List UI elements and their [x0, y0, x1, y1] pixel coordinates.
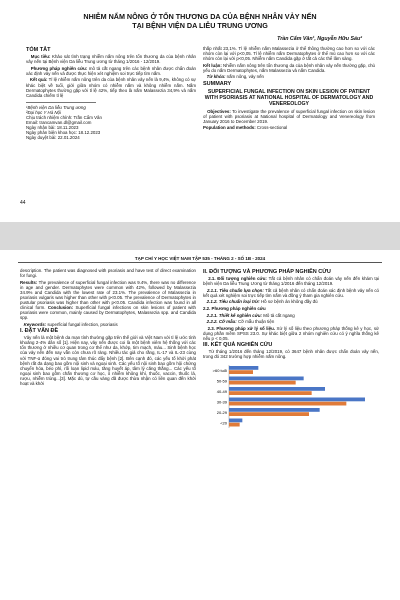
date-received: Ngày nhận bài: 18.11.2023: [26, 125, 79, 131]
authors: Trần Cẩm Vân¹, Nguyễn Hữu Sáu²: [277, 36, 362, 42]
summary-heading: SUMMARY: [203, 80, 232, 87]
description-paragraph: description. The patient was diagnosed with psoriasis and have test of direct examination for fungi.: [20, 268, 196, 279]
result-continued: thấp nhất 23,1%. Tỉ lệ nhiễm nấm Malassezia ở thể thông thường cao hơn so với các nhóm còn lại với p<0,05. Tỉ lệ nhiễm nấm Dermatophytes ở thể mủ cao hơn so với các nhóm còn lại với p<0,05. Nhiễm nấm Candida gặp ở tất cả các thể lâm sàng.: [203, 46, 375, 62]
english-title: SUPERFICIAL FUNGAL INFECTION ON SKIN LESION OF PATIENT WITH PSORIASIS AT NATIONAL HOSPITAL OF DERMATOLOGY AND VENEREOLOGY: [204, 88, 374, 107]
bar: [229, 381, 296, 385]
date-accepted: Ngày duyệt bài: 22.01.2024: [26, 135, 80, 141]
article-page-2: [0, 250, 400, 600]
s222-paragraph: 2.2.2. Cỡ mẫu: Cỡ mẫu thuận tiện: [206, 319, 275, 325]
date-reviewed: Ngày phản biện khoa học: 18.12.2023: [26, 130, 101, 136]
bar: [229, 371, 253, 375]
s23-paragraph: 2.3. Phương pháp xử lý số liệu. Xử lý số liệu theo phương pháp thống kê y học, sử dụng phần mềm SPSS 23.0. Sự khác biệt giữa 2 nhóm nghiên cứu có ý nghĩa thống kê nếu p < 0,05.: [203, 325, 379, 342]
bar: [229, 419, 242, 423]
left-column: [26, 46, 196, 141]
tomtat-heading: TÓM TẮT: [26, 47, 51, 53]
s22-heading: 2.2. Phương pháp nghiên cứu: [203, 306, 266, 312]
bar: [229, 366, 258, 370]
right-column: [203, 46, 375, 132]
age-distribution-chart: [203, 362, 373, 432]
article-title: NHIỄM NẤM NÔNG Ở TỔN THƯƠNG DA CỦA BỆNH NHÂN VẢY NẾN TẠI BỆNH VIỆN DA LIỄU TRUNG ƯƠNG: [83, 12, 317, 30]
bar: [229, 423, 240, 427]
bar: [229, 377, 304, 381]
category-label: 20-29: [216, 410, 227, 416]
s212-paragraph: 2.1.2. Tiêu chuẩn loại trừ: Hồ sơ bệnh án không đầy đủ: [206, 299, 318, 305]
category-label: 30-39: [216, 399, 227, 405]
s21-paragraph: 2.1. Đối tượng nghiên cứu: Tất cả bệnh nhân có chẩn đoán vảy nến đến khám tại bệnh viện Da liễu Trung Ương từ tháng 1/2016 đến tháng 12/2019.: [203, 276, 380, 287]
result-paragraph: Kết quả: Tỉ lệ nhiễm nấm nông trên da của bệnh nhân vảy nến là 9,4%, không có sự khác biệt về tuổi, giới giữa nhóm có nhiễm nấm và không nhiễm nấm. Nấm Dermatophytes thường gặp với tỉ lệ 42%, tiếp theo là nấm Malassezia 34,9% và nấm Candida chiếm tỉ lệ: [26, 77, 196, 98]
affiliation-1: ¹Bệnh viện Da liễu Trung ương: [26, 104, 86, 110]
bar: [229, 408, 320, 412]
population-paragraph: Population and methods: Cross-sectional: [203, 125, 288, 131]
corresponding-author: Chịu trách nhiệm chính: Trần Cẩm Vân: [26, 115, 102, 121]
objectives-paragraph: Objectives: To investigate the prevalence of superficial fungal infection on skin lesion of patient with psoriasis at National hospital of Dermatology and Venereology from January 2016 to December 2019.: [203, 108, 375, 124]
keywords-paragraph: Từ khóa: nấm nông, vảy nến: [206, 74, 265, 80]
results-intro: Từ tháng 1/2016 đến tháng 12/2019, có 3647 bệnh nhân được chẩn đoán vảy nến, trong đó 342 trường hợp nhiễm nấm nông.: [203, 349, 379, 360]
bar: [229, 402, 346, 406]
category-label: 40-49: [216, 389, 227, 395]
category-label: 50-59: [216, 378, 227, 384]
running-header: TẠP CHÍ Y HỌC VIỆT NAM TẬP 535 - THÁNG 2 - SỐ 1B - 2024: [18, 256, 382, 263]
introduction-paragraph: Vảy nến là một bệnh da mạn tính thường gặp trên thế giới và Việt Nam với tỉ lệ ước tính khoảng 2-4% dân số [1]. Hiện nay, vảy nến được coi là một bệnh viêm hệ thống với các tổn thương ở nhiều cơ quan trong cơ thể như da, khớp, tim mạch, máu... Sinh bệnh học của vảy nến đến nay vẫn còn chưa rõ ràng. Nhiều tác giả cho rằng, IL-17 và IL-23 cùng với TNF-α đóng vai trò trung tâm thúc đẩy bệnh [2]. Bên cạnh đó, các yếu tố khởi phát bệnh rất đa dạng bao gồm nội sinh và ngoại sinh. Các yếu tố nội sinh bao gồm hội chứng chuyển hóa, béo phì, rối loạn lipid máu, tăng huyết áp, tâm lý căng thẳng... Các yếu tố ngoại sinh bao gồm chấn thương cơ học, ô nhiễm không khí, thuốc, vaccin, thuốc lá, rượu, nhiễm trùng...[3]. Mặc dù, tự cầu vàng đã được thừa nhận có liên quan đến khởi hoạt và khởi: [20, 335, 196, 386]
right-column-2: [203, 268, 379, 432]
bar: [229, 398, 365, 402]
results-paragraph: Results: The prevalence of superficial fungal infection was 9.4%, there was no difference in age and gender. Dermatophytes were common with 42%, followed by Malassezia 34.9% and Candida with the lowest rate of 23.1%. The prevalence of Malassezia in psoriasis vulgaris was higher than other with p<0.05. The prevalence of Dermatophytes in pustular psoriasis was higher than other with p<0.05. Candida infection was found in all clinical form. Conclusion: Superficial fungal infections on skin lesions of patient with psoriasis were common, mainly caused by Dermatophytes, Malassezia spp. and Candida spp.: [20, 279, 196, 321]
left-column-2: [20, 268, 196, 388]
bar: [229, 387, 325, 391]
s211-paragraph: 2.1.1. Tiêu chuẩn lựa chọn: Tất cả bệnh nhân có chẩn đoán xác định bệnh vảy nến có kết quả xét nghiệm soi trực tiếp tìm nấm và đồng ý tham gia nghiên cứu.: [203, 287, 379, 298]
objective-paragraph: Mục tiêu: Khảo sát tình trạng nhiễm nấm nông trên tổn thương da của bệnh nhân vảy nến tại Bệnh viện Da liễu Trung ương từ tháng 1/2016 - 12/2019.: [26, 54, 196, 65]
article-page-1: [0, 0, 400, 222]
section1-heading: I. ĐẶT VẤN ĐỀ: [20, 328, 59, 335]
affiliation-2: ²Đại học Y Hà Nội: [26, 109, 61, 115]
section3-heading: III. KẾT QUẢ NGHIÊN CỨU: [203, 342, 273, 349]
section2-heading: II. ĐỐI TƯỢNG VÀ PHƯƠNG PHÁP NGHIÊN CỨU: [203, 269, 331, 275]
bar: [229, 413, 309, 417]
footnote-divider: [26, 102, 96, 103]
category-label: <20: [220, 420, 227, 426]
method-paragraph: Phương pháp nghiên cứu: mô tả cắt ngang trên các bệnh nhân được chẩn đoán xác định vảy nến và được thực hiện xét nghiệm soi trực tiếp tìm nấm.: [26, 65, 196, 76]
s221-paragraph: 2.2.1. Thiết kế nghiên cứu: Mô tả cắt ngang: [206, 312, 295, 318]
bar: [229, 392, 312, 396]
email: Email: trancamvan.dl@gmail.com: [26, 120, 92, 126]
conclusion-paragraph: Kết luận: Nhiễm nấm nông trên tổn thương da của bệnh nhân vảy nến thường gặp, chủ yếu do nấm Dermatophytes, nấm Malassezia và nấm Candida.: [203, 62, 375, 73]
page-number: 44: [20, 200, 26, 206]
keywords-en-paragraph: Keywords: superficial fungal infection, psoriasis: [23, 321, 118, 327]
category-label: >60 tuổi: [212, 368, 227, 374]
